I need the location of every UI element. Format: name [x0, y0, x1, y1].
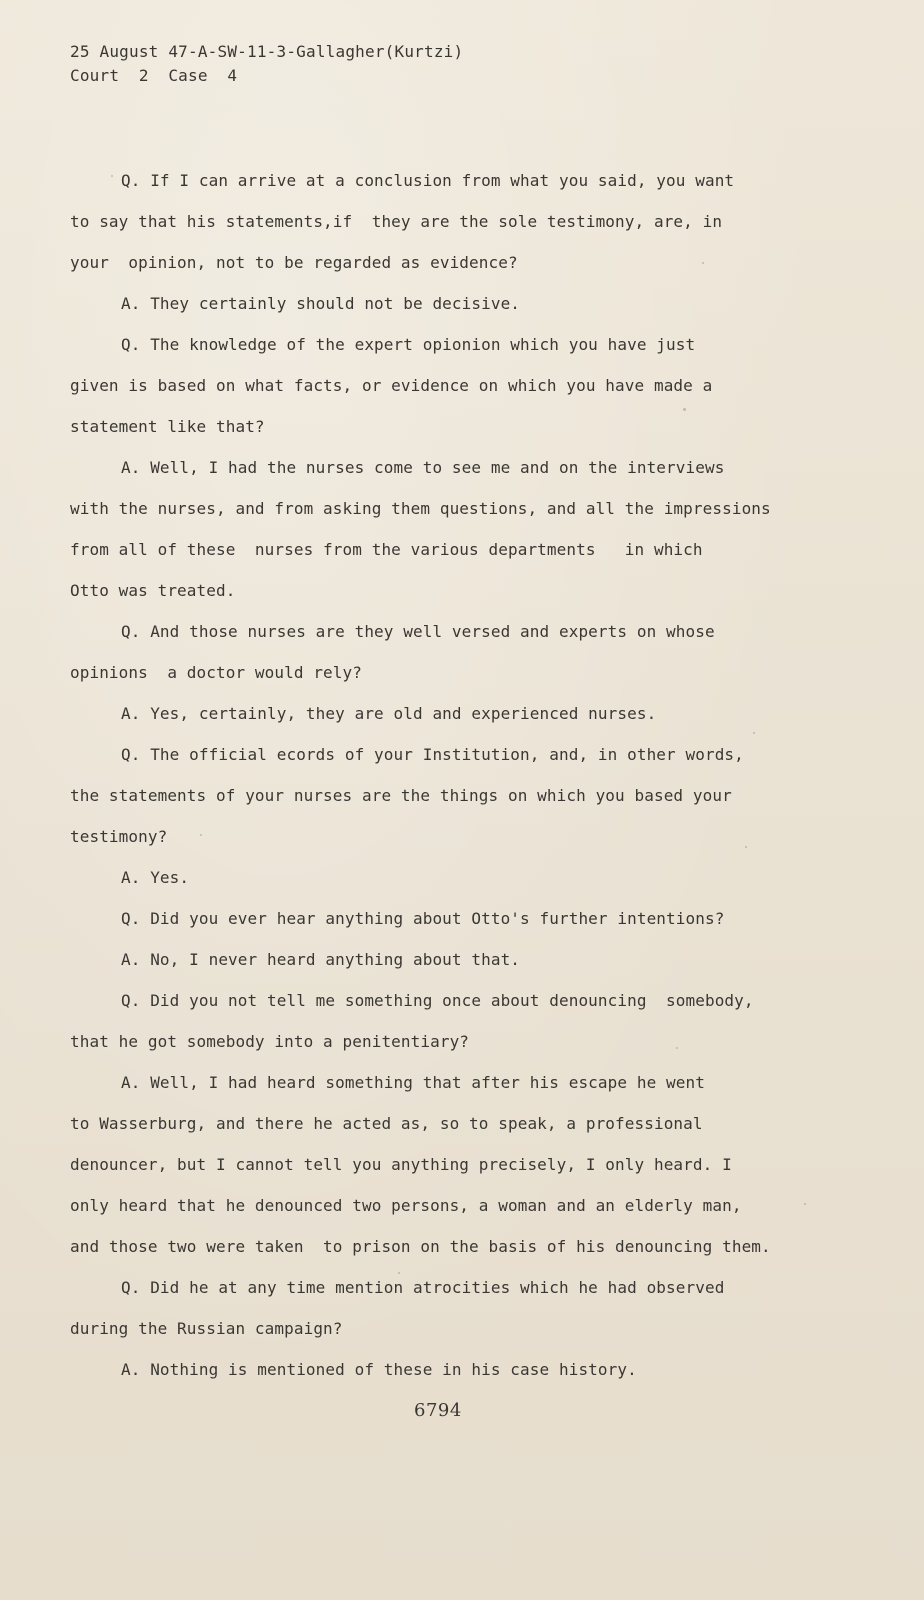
answer-line: denouncer, but I cannot tell you anything precisely, I only heard. I	[70, 1155, 732, 1174]
question-line: to say that his statements,if they are the sole testimony, are, in	[70, 212, 723, 231]
answer-line: A. Well, I had heard something that after his escape he went	[121, 1073, 705, 1092]
answer-line: A. Nothing is mentioned of these in his case history.	[121, 1360, 637, 1379]
question-line: during the Russian campaign?	[70, 1319, 343, 1338]
paper-speck	[111, 175, 113, 177]
question-line: the statements of your nurses are the things on which you based your	[70, 786, 732, 805]
question-line: given is based on what facts, or evidence on which you have made a	[70, 376, 713, 395]
answer-line: to Wasserburg, and there he acted as, so to speak, a professional	[70, 1114, 703, 1133]
answer-line: Otto was treated.	[70, 581, 236, 600]
answer-line: with the nurses, and from asking them questions, and all the impressions	[70, 499, 771, 518]
question-line: Q. If I can arrive at a conclusion from what you said, you want	[121, 171, 735, 190]
paper-speck	[702, 262, 704, 264]
question-line: Q. The knowledge of the expert opionion which you have just	[121, 335, 696, 354]
answer-line: only heard that he denounced two persons, a woman and an elderly man,	[70, 1196, 742, 1215]
paper-speck	[676, 1047, 678, 1049]
question-line: Q. And those nurses are they well versed and experts on whose	[121, 622, 715, 641]
answer-line: A. No, I never heard anything about that.	[121, 950, 521, 969]
question-line: Q. Did he at any time mention atrocities which he had observed	[121, 1278, 725, 1297]
paper-speck	[745, 846, 747, 848]
answer-line: A. Yes.	[121, 868, 190, 887]
document-header	[70, 40, 463, 88]
paper-speck	[683, 408, 686, 411]
question-line: statement like that?	[70, 417, 265, 436]
paper-speck	[398, 1272, 400, 1274]
header-docket-line: 25 August 47-A-SW-11-3-Gallagher(Kurtzi)	[70, 42, 464, 61]
paper-speck	[200, 834, 202, 836]
page-number: 6794	[414, 1400, 462, 1421]
answer-line: and those two were taken to prison on the basis of his denouncing them.	[70, 1237, 771, 1256]
paper-speck	[753, 732, 755, 734]
answer-line: A. Well, I had the nurses come to see me and on the interviews	[121, 458, 725, 477]
answer-line: A. Yes, certainly, they are old and experienced nurses.	[121, 704, 657, 723]
question-line: Q. The official ecords of your Institution, and, in other words,	[121, 745, 744, 764]
question-line: opinions a doctor would rely?	[70, 663, 362, 682]
question-line: Q. Did you not tell me something once about denouncing somebody,	[121, 991, 754, 1010]
paper-speck	[804, 1203, 806, 1205]
answer-line: A. They certainly should not be decisive.	[121, 294, 521, 313]
question-line: Q. Did you ever hear anything about Otto's further intentions?	[121, 909, 725, 928]
question-line: testimony?	[70, 827, 168, 846]
header-court-line: Court 2 Case 4	[70, 66, 238, 85]
question-line: your opinion, not to be regarded as evidence?	[70, 253, 518, 272]
question-line: that he got somebody into a penitentiary?	[70, 1032, 470, 1051]
answer-line: from all of these nurses from the various departments in which	[70, 540, 703, 559]
transcript-body	[70, 160, 870, 1390]
